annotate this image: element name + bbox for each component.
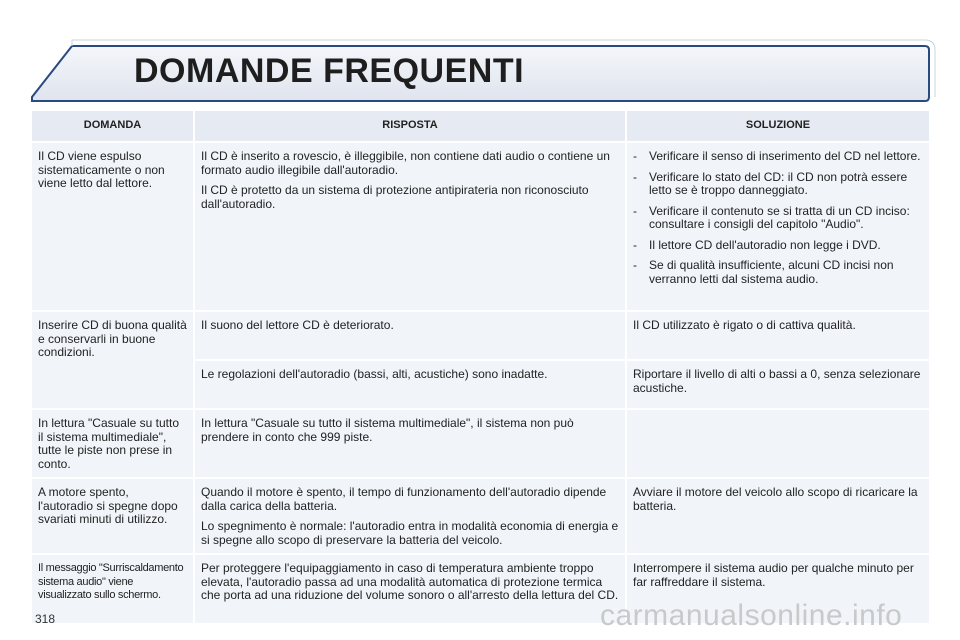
dash-bullet-icon: - xyxy=(633,237,637,252)
list-item xyxy=(633,239,923,253)
list-item xyxy=(633,171,923,198)
table-header-row xyxy=(32,111,929,142)
question-cell xyxy=(32,478,194,554)
dash-bullet-icon: - xyxy=(633,203,637,218)
question-cell xyxy=(32,142,194,311)
question-text: A motore spento, l'autoradio si spegne dopo svariati minuti di utilizzo. xyxy=(38,485,178,526)
list-item xyxy=(633,205,923,232)
answer-cell xyxy=(194,142,626,311)
answer-text: Lo spegnimento è normale: l'autoradio entra in modalità economia di energia e si spegne allo scopo di preservare la batteria del veicolo. xyxy=(201,519,619,547)
list-item xyxy=(633,259,923,286)
answer-text: Per proteggere l'equipaggiamento in caso di temperatura ambiente troppo elevata, l'autoradio passa ad una modalità automatica di protezione termica che porta ad una riduzione del volume sonoro o all'arresto della lettura del CD. xyxy=(201,561,619,602)
solution-text: Verificare lo stato del CD: il CD non potrà essere letto se è troppo danneggiato. xyxy=(649,169,908,197)
page-number: 318 xyxy=(35,612,56,626)
dash-bullet-icon: - xyxy=(633,258,637,272)
question-text: Il messaggio "Surriscaldamento sistema audio" viene visualizzato sullo schermo. xyxy=(38,562,184,601)
question-cell xyxy=(32,311,194,409)
solution-text: Verificare il senso di inserimento del CD nel lettore. xyxy=(649,149,921,163)
solution-cell xyxy=(626,142,929,311)
table-row xyxy=(32,142,929,311)
solution-cell xyxy=(626,478,929,554)
list-item xyxy=(633,150,923,164)
solution-cell xyxy=(626,409,929,478)
table-row xyxy=(32,478,929,554)
answer-text: In lettura "Casuale su tutto il sistema multimediale", il sistema non può prendere in conto che 999 piste. xyxy=(201,416,574,444)
column-header-question: DOMANDA xyxy=(32,111,194,142)
question-cell xyxy=(32,409,194,478)
answer-text: Il CD è protetto da un sistema di protezione antipirateria non riconosciuto dall'autoradio. xyxy=(201,183,589,211)
answer-text: Il CD è inserito a rovescio, è illeggibile, non contiene dati audio o contiene un formato audio illegibile dall'autoradio. xyxy=(201,149,610,177)
answer-cell xyxy=(194,478,626,554)
watermark-text: carmanualsonline.info xyxy=(600,599,903,632)
table-row xyxy=(32,409,929,478)
question-text: Il CD viene espulso sistematicamente o non viene letto dal lettore. xyxy=(38,149,165,190)
answer-text: Quando il motore è spento, il tempo di funzionamento dell'autoradio dipende dalla carica della batteria. xyxy=(201,485,607,513)
answer-cell xyxy=(194,311,626,360)
table-row xyxy=(32,311,929,360)
dash-bullet-icon: - xyxy=(633,149,637,163)
solution-text: Avviare il motore del veicolo allo scopo di ricaricare la batteria. xyxy=(633,485,918,513)
answer-text: Le regolazioni dell'autoradio (bassi, alti, acustiche) sono inadatte. xyxy=(201,367,548,381)
solution-cell xyxy=(626,311,929,360)
solution-text: Riportare il livello di alti o bassi a 0, senza selezionare acustiche. xyxy=(633,367,921,395)
dash-bullet-icon: - xyxy=(633,169,637,184)
answer-cell xyxy=(194,360,626,409)
solution-list xyxy=(633,150,923,286)
solution-text: Il CD utilizzato è rigato o di cattiva qualità. xyxy=(633,318,856,332)
question-cell xyxy=(32,554,194,624)
answer-cell xyxy=(194,409,626,478)
column-header-solution: SOLUZIONE xyxy=(626,111,929,142)
solution-text: Verificare il contenuto se si tratta di un CD inciso: consultare i consigli del capitolo "Audio". xyxy=(649,203,910,231)
question-text: In lettura "Casuale su tutto il sistema multimediale", tutte le piste non prese in conto. xyxy=(38,416,180,471)
page-title: DOMANDE FREQUENTI xyxy=(134,52,525,90)
solution-cell xyxy=(626,360,929,409)
solution-text: Il lettore CD dell'autoradio non legge i DVD. xyxy=(649,237,881,252)
solution-text: Interrompere il sistema audio per qualche minuto per far raffreddare il sistema. xyxy=(633,561,914,589)
solution-text: Se di qualità insufficiente, alcuni CD incisi non verranno letti dal sistema audio. xyxy=(649,258,894,286)
answer-text: Il suono del lettore CD è deteriorato. xyxy=(201,318,394,332)
question-text: Inserire CD di buona qualità e conservarli in buone condizioni. xyxy=(38,318,187,359)
faq-table xyxy=(32,111,929,625)
answer-cell xyxy=(194,554,626,624)
column-header-answer: RISPOSTA xyxy=(194,111,626,142)
